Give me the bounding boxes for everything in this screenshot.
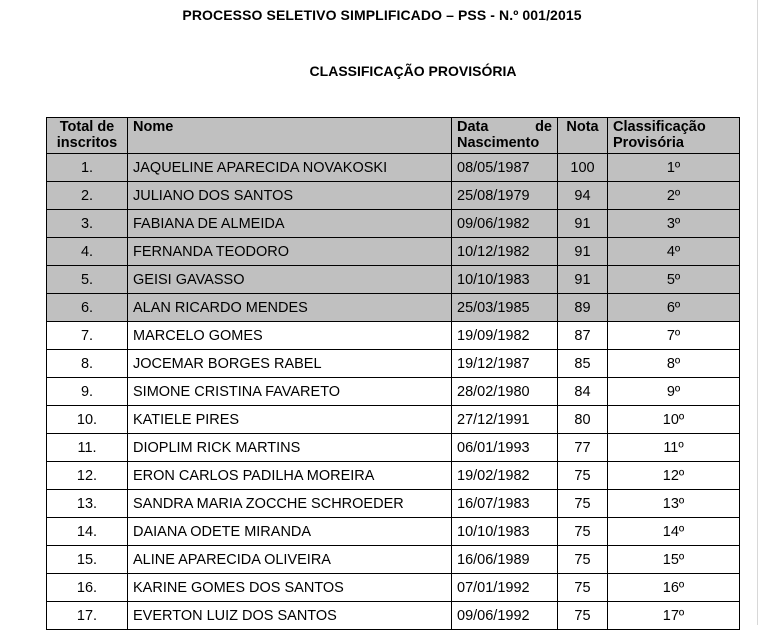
cell-nome: JAQUELINE APARECIDA NOVAKOSKI	[128, 154, 452, 182]
cell-classificacao: 9º	[608, 378, 740, 406]
cell-data-nascimento: 10/12/1982	[452, 238, 558, 266]
cell-classificacao: 13º	[608, 490, 740, 518]
cell-total: 1.	[47, 154, 128, 182]
cell-total: 4.	[47, 238, 128, 266]
cell-total: 7.	[47, 322, 128, 350]
cell-data-nascimento: 19/09/1982	[452, 322, 558, 350]
cell-data-nascimento: 16/07/1983	[452, 490, 558, 518]
table-row	[47, 350, 740, 378]
cell-nota: 94	[558, 182, 608, 210]
table-row	[47, 406, 740, 434]
table-row	[47, 434, 740, 462]
cell-total: 10.	[47, 406, 128, 434]
cell-nome: ALAN RICARDO MENDES	[128, 294, 452, 322]
table-row	[47, 462, 740, 490]
classification-table	[46, 117, 740, 630]
table-row	[47, 182, 740, 210]
cell-nota: 80	[558, 406, 608, 434]
cell-total: 11.	[47, 434, 128, 462]
cell-data-nascimento: 10/10/1983	[452, 266, 558, 294]
header-nome	[128, 118, 452, 154]
cell-total: 5.	[47, 266, 128, 294]
cell-nome: GEISI GAVASSO	[128, 266, 452, 294]
cell-classificacao: 4º	[608, 238, 740, 266]
cell-total: 3.	[47, 210, 128, 238]
cell-classificacao: 11º	[608, 434, 740, 462]
cell-data-nascimento: 25/08/1979	[452, 182, 558, 210]
header-data-word2: de	[535, 119, 552, 135]
cell-total: 12.	[47, 462, 128, 490]
cell-classificacao: 2º	[608, 182, 740, 210]
cell-nota: 77	[558, 434, 608, 462]
cell-classificacao: 6º	[608, 294, 740, 322]
cell-classificacao: 8º	[608, 350, 740, 378]
cell-total: 13.	[47, 490, 128, 518]
cell-nome: KATIELE PIRES	[128, 406, 452, 434]
cell-nota: 91	[558, 266, 608, 294]
cell-nota: 91	[558, 210, 608, 238]
header-class-line2: Provisória	[613, 135, 684, 151]
header-total-line1: Total de	[59, 119, 115, 135]
cell-nome: KARINE GOMES DOS SANTOS	[128, 574, 452, 602]
cell-classificacao: 14º	[608, 518, 740, 546]
header-classificacao	[608, 118, 740, 154]
table-row	[47, 322, 740, 350]
table-row	[47, 154, 740, 182]
cell-classificacao: 17º	[608, 602, 740, 630]
cell-nota: 75	[558, 518, 608, 546]
cell-nome: FERNANDA TEODORO	[128, 238, 452, 266]
table-row	[47, 490, 740, 518]
header-data-word1: Data	[457, 119, 489, 135]
cell-nome: ALINE APARECIDA OLIVEIRA	[128, 546, 452, 574]
header-nome-label: Nome	[133, 119, 174, 135]
cell-data-nascimento: 10/10/1983	[452, 518, 558, 546]
cell-data-nascimento: 19/02/1982	[452, 462, 558, 490]
cell-nome: JULIANO DOS SANTOS	[128, 182, 452, 210]
cell-total: 2.	[47, 182, 128, 210]
table-header-row	[47, 118, 740, 154]
document-title: PROCESSO SELETIVO SIMPLIFICADO – PSS - N.º 001/2015	[182, 7, 582, 23]
header-nota-label: Nota	[566, 119, 599, 135]
header-data-nascimento	[452, 118, 558, 154]
cell-classificacao: 15º	[608, 546, 740, 574]
cell-total: 8.	[47, 350, 128, 378]
cell-nome: JOCEMAR BORGES RABEL	[128, 350, 452, 378]
cell-data-nascimento: 08/05/1987	[452, 154, 558, 182]
table-row	[47, 518, 740, 546]
cell-total: 15.	[47, 546, 128, 574]
cell-data-nascimento: 07/01/1992	[452, 574, 558, 602]
cell-nota: 84	[558, 378, 608, 406]
cell-nota: 87	[558, 322, 608, 350]
document-subtitle: CLASSIFICAÇÃO PROVISÓRIA	[309, 63, 517, 79]
cell-nota: 75	[558, 462, 608, 490]
cell-total: 6.	[47, 294, 128, 322]
cell-nome: FABIANA DE ALMEIDA	[128, 210, 452, 238]
cell-nome: SIMONE CRISTINA FAVARETO	[128, 378, 452, 406]
header-total-inscritos	[47, 118, 128, 154]
cell-nota: 91	[558, 238, 608, 266]
cell-data-nascimento: 19/12/1987	[452, 350, 558, 378]
cell-total: 9.	[47, 378, 128, 406]
cell-data-nascimento: 06/01/1993	[452, 434, 558, 462]
header-data-line2: Nascimento	[457, 135, 540, 151]
cell-nota: 89	[558, 294, 608, 322]
table-row	[47, 238, 740, 266]
header-nota	[558, 118, 608, 154]
cell-classificacao: 5º	[608, 266, 740, 294]
table-row	[47, 602, 740, 630]
cell-nota: 75	[558, 546, 608, 574]
cell-classificacao: 1º	[608, 154, 740, 182]
cell-data-nascimento: 16/06/1989	[452, 546, 558, 574]
table-row	[47, 574, 740, 602]
cell-nota: 75	[558, 574, 608, 602]
cell-nota: 75	[558, 490, 608, 518]
cell-nome: DIOPLIM RICK MARTINS	[128, 434, 452, 462]
cell-data-nascimento: 28/02/1980	[452, 378, 558, 406]
cell-nome: DAIANA ODETE MIRANDA	[128, 518, 452, 546]
cell-data-nascimento: 09/06/1992	[452, 602, 558, 630]
cell-nome: ERON CARLOS PADILHA MOREIRA	[128, 462, 452, 490]
cell-nota: 100	[558, 154, 608, 182]
cell-total: 14.	[47, 518, 128, 546]
cell-nota: 85	[558, 350, 608, 378]
cell-classificacao: 3º	[608, 210, 740, 238]
cell-data-nascimento: 27/12/1991	[452, 406, 558, 434]
header-class-line1: Classificação	[613, 119, 706, 135]
table-row	[47, 378, 740, 406]
table-row	[47, 266, 740, 294]
table-row	[47, 294, 740, 322]
cell-total: 17.	[47, 602, 128, 630]
cell-data-nascimento: 09/06/1982	[452, 210, 558, 238]
cell-nome: SANDRA MARIA ZOCCHE SCHROEDER	[128, 490, 452, 518]
cell-classificacao: 10º	[608, 406, 740, 434]
header-total-line2: inscritos	[56, 135, 118, 151]
cell-classificacao: 7º	[608, 322, 740, 350]
cell-total: 16.	[47, 574, 128, 602]
cell-nota: 75	[558, 602, 608, 630]
cell-classificacao: 12º	[608, 462, 740, 490]
table-body	[47, 154, 740, 630]
table-row	[47, 210, 740, 238]
cell-nome: EVERTON LUIZ DOS SANTOS	[128, 602, 452, 630]
cell-nome: MARCELO GOMES	[128, 322, 452, 350]
cell-classificacao: 16º	[608, 574, 740, 602]
table-row	[47, 546, 740, 574]
cell-data-nascimento: 25/03/1985	[452, 294, 558, 322]
